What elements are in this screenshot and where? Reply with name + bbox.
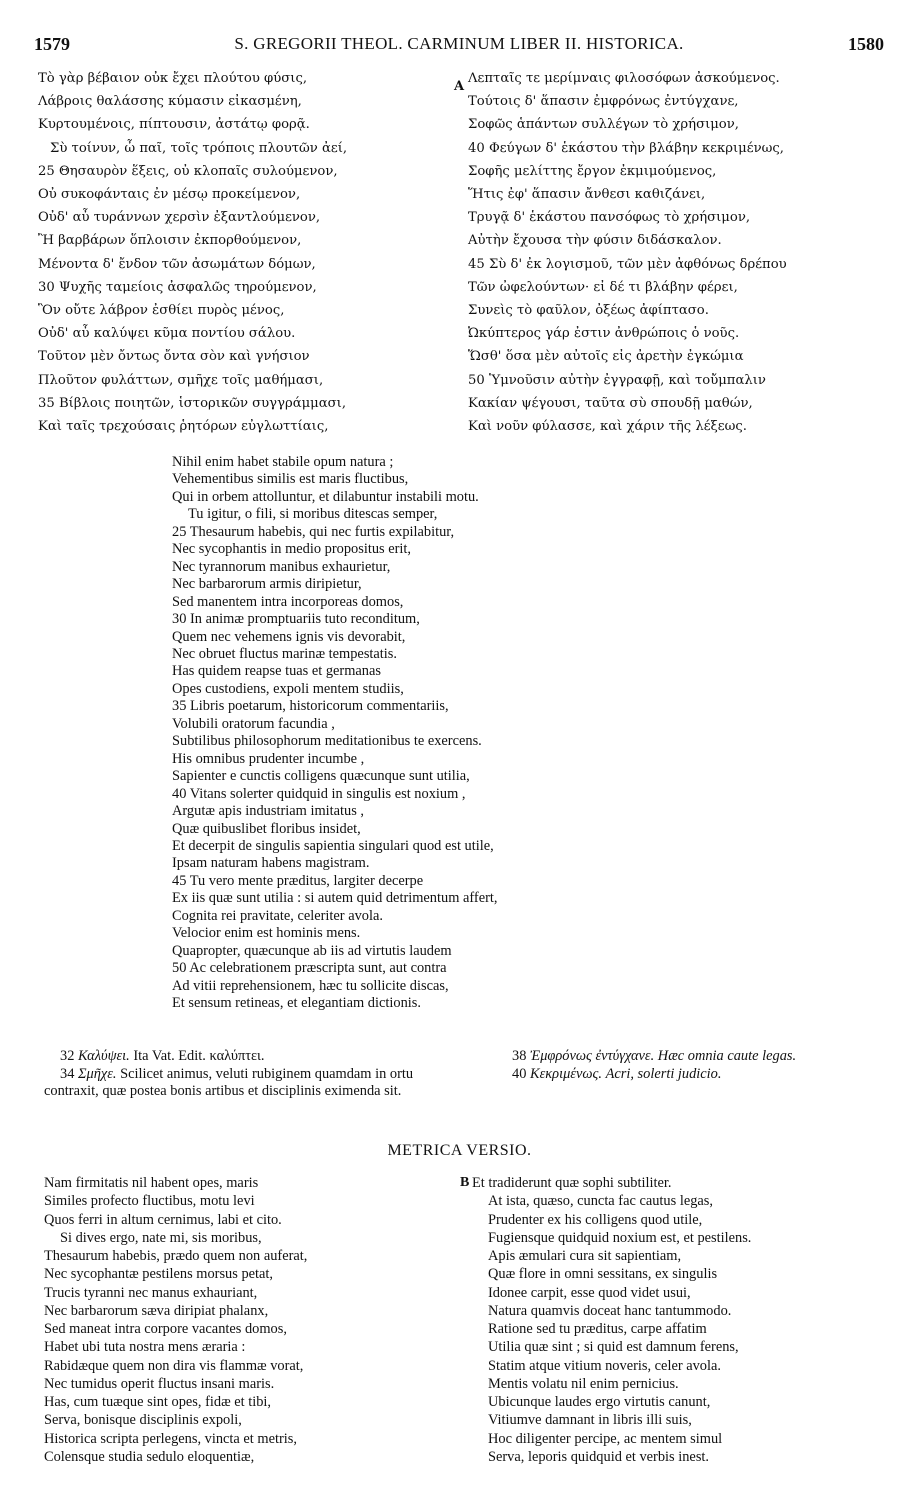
greek-column-left [38,67,458,438]
footnote [496,1048,856,1066]
running-title: S. GREGORII THEOL. CARMINUM LIBER II. HISTORICA. [234,34,684,53]
verse-line: 45 Σὺ δ' ἐκ λογισμοῦ, τῶν μὲν ἀφθόνως δρέπου [468,256,787,272]
verse-line: Ἥτις ἐφ' ἅπασιν ἄνθεσι καθιζάνει, [468,187,706,203]
verse-line: Τῶν ὠφελούντων· εἰ δέ τι βλάβην φέρει, [468,279,738,295]
verse-line: Similes profecto fluctibus, motu levi [44,1193,255,1210]
footnote [44,1048,449,1066]
verse-line: Vehementibus similis est maris fluctibus, [172,471,409,488]
verse-line: Rabidæque quem non dira vis flammæ vorat, [44,1357,304,1374]
verse-line: Nec sycophantis in medio propositus erit, [172,541,412,558]
footnote-lemma: Ἐμφρόνως ἐντύγχανε. [530,1048,655,1064]
verse-line: Utilia quæ sint ; si quid est damnum ferens, [488,1339,739,1356]
verse-line: Volubili oratorum facundia , [172,715,335,732]
verse-line: Quæ flore in omni sessitans, ex singulis [488,1266,718,1283]
verse-line: Λάβροις θαλάσσης κύμασιν εἰκασμένη, [38,94,302,110]
verse-line: At ista, quæso, cuncta fac cautus legas, [488,1193,713,1210]
verse-line: Ὥσθ' ὅσα μὲν αὐτοῖς εἰς ἀρετὴν ἐγκώμια [468,349,744,365]
footnote-lemma: Καλύψει. [78,1048,130,1064]
margin-letter-a: A [454,79,465,94]
verse-line: Nec barbarorum sæva diripiat phalanx, [44,1302,269,1319]
verse-line: Ad vitii reprehensionem, hæc tu sollicite discas, [172,977,449,994]
verse-line: Quæ quibuslibet floribus insidet, [172,820,361,837]
verse-line: 35 Βίβλοις ποιητῶν, ἱστορικῶν συγγράμμασι, [38,395,347,411]
verse-line: Μένοντα δ' ἔνδον τῶν ἀσωμάτων δόμων, [38,256,316,272]
verse-line: Et decerpit de singulis sapientia singulari quod est utile, [172,837,494,854]
verse-line: Ἢ βαρβάρων ὅπλοισιν ἐκπορθούμενον, [38,233,302,249]
verse-line: Τοῦτον μὲν ὄντως ὄντα σὸν καὶ γνήσιον [38,349,310,365]
verse-line: Nec tyrannorum manibus exhaurietur, [172,558,391,575]
verse-line: 40 Φεύγων δ' ἑκάστου τὴν βλάβην κεκριμένως, [468,140,784,156]
verse-line: 50 Ac celebrationem præscripta sunt, aut contra [172,960,447,977]
verse-line: Qui in orbem attolluntur, et dilabuntur instabili motu. [172,488,479,505]
verse-line: Πλοῦτον φυλάττων, σμῆχε τοῖς μαθήμασι, [38,372,324,388]
verse-line: Prudenter ex his colligens quod utile, [488,1211,703,1228]
verse-line: Nec tumidus operit fluctus insani maris. [44,1375,275,1392]
verse-line: Τρυγᾷ δ' ἑκάστου πανσόφως τὸ χρήσιμον, [468,210,751,226]
verse-line: Σοφῆς μελίττης ἔργον ἐκμιμούμενος, [468,163,717,179]
verse-line: Sed maneat intra corpore vacantes domos, [44,1321,287,1337]
verse-line: Nihil enim habet stabile opum natura ; [172,454,394,470]
verse-line: Λεπταῖς τε μερίμναις φιλοσόφων ἀσκούμενος. [468,71,780,86]
verse-line: Τὸ γὰρ βέβαιον οὐκ ἔχει πλούτου φύσις, [38,71,308,86]
footnote-number: 32 [60,1048,75,1064]
verse-line: Οὐδ' αὖ τυράννων χερσὶν ἐξαντλούμενον, [38,210,321,226]
verse-line: Opes custodiens, expoli mentem studiis, [172,680,404,697]
verse-line: Quapropter, quæcunque ab iis ad virtutis laudem [172,942,452,959]
section-title: METRICA VERSIO. [387,1142,532,1159]
footnote-lemma: Κεκριμένως. [530,1065,602,1082]
verse-line: Habet ubi tuta nostra mens æraria : [44,1339,246,1356]
metrica-column-right [472,1174,872,1466]
verse-line: Subtilibus philosophorum meditationibus te exercens. [172,733,482,750]
verse-line: Ex iis quæ sunt utilia : si autem quid detrimentum affert, [172,890,498,907]
footnotes-right [496,1048,856,1083]
footnote-number: 38 [512,1048,527,1064]
verse-line: 25 Θησαυρὸν ἕξεις, οὐ κλοπαῖς συλούμενον, [38,163,338,179]
verse-line: Mentis volatu nil enim pernicius. [488,1375,679,1392]
verse-line: Συνεὶς τὸ φαῦλον, ὀξέως ἀφίπτασο. [468,303,709,319]
footnote-text: Acri, solerti judicio. [601,1065,722,1082]
verse-line: Idonee carpit, esse quod videt usui, [488,1284,691,1301]
footnote [496,1066,856,1084]
verse-line: Sed manentem intra incorporeas domos, [172,593,404,610]
footnote-number: 34 [60,1065,75,1082]
verse-line: Et sensum retineas, et elegantiam dictionis. [172,995,421,1012]
verse-line: Quos ferri in altum cernimus, labi et cito. [44,1211,282,1228]
verse-line: Apis æmulari cura sit sapientiam, [488,1248,682,1264]
verse-line: Has, cum tuæque sint opes, fidæ et tibi, [44,1394,272,1410]
metrica-column-left [44,1174,444,1466]
verse-line: Natura quamvis doceat hanc tantummodo. [488,1302,732,1319]
verse-line: 30 Ψυχῆς ταμείοις ἀσφαλῶς τηρούμενον, [38,279,317,295]
footnote-lemma: Σμῆχε. [78,1065,117,1082]
verse-line: Velocior enim est hominis mens. [172,925,361,942]
verse-line: Nam firmitatis nil habent opes, maris [44,1175,259,1191]
verse-line: Has quidem reapse tuas et germanas [172,663,381,680]
verse-line: Ὠκύπτερος γάρ ἐστιν ἀνθρώποις ὁ νοῦς. [468,326,740,342]
verse-line: Historica scripta perlegens, vincta et metris, [44,1430,297,1447]
greek-column-right [468,67,888,438]
verse-line: Vitiumve damnant in libris illi suis, [488,1412,692,1429]
verse-line: Nec obruet fluctus marinæ tempestatis. [172,645,397,662]
verse-line: 40 Vitans solerter quidquid in singulis est noxium , [172,785,466,802]
footnote-number: 40 [512,1065,527,1082]
verse-line: Si dives ergo, nate mi, sis moribus, [60,1229,262,1246]
verse-line: Argutæ apis industriam imitatus , [172,803,365,820]
verse-line: Ipsam naturam habens magistram. [172,855,370,872]
verse-line: Thesaurum habebis, prædo quem non auferat, [44,1248,308,1264]
verse-line: Nec sycophantæ pestilens morsus petat, [44,1266,274,1283]
verse-line: 50 Ὑμνοῦσιν αὐτὴν ἐγγραφῇ, καὶ τοὔμπαλιν [468,372,766,388]
verse-line: Καὶ ταῖς τρεχούσαις ῥητόρων εὐγλωττίαις, [38,419,329,435]
verse-line: Serva, bonisque disciplinis expoli, [44,1412,242,1429]
verse-line: Et tradiderunt quæ sophi subtiliter. [472,1175,672,1191]
footnote-text: Ita Vat. Edit. καλύπτει. [129,1048,265,1064]
verse-line: Αὐτὴν ἔχουσα τὴν φύσιν διδάσκαλον. [468,233,722,249]
verse-line: Οὐ συκοφάνταις ἐν μέσῳ προκείμενον, [38,187,301,203]
verse-line: Σὺ τοίνυν, ὦ παῖ, τοῖς τρόποις πλουτῶν ἀεί, [50,140,348,156]
verse-line: Ratione sed tu præditus, carpe affatim [488,1321,707,1337]
verse-line: Ὃν οὔτε λάβρον ἐσθίει πυρὸς μένος, [38,303,285,319]
verse-line: Καὶ νοῦν φύλασσε, καὶ χάριν τῆς λέξεως. [468,419,747,435]
verse-line: Κυρτουμένοις, πίπτουσιν, ἀστάτῳ φορᾷ. [38,117,310,133]
verse-line: Τούτοις δ' ἅπασιν ἐμφρόνως ἐντύγχανε, [468,94,739,110]
verse-line: 30 In animæ promptuariis tuto reconditum, [172,611,420,628]
page-header [34,34,884,56]
verse-line: Ubicunque laudes ergo virtutis canunt, [488,1394,711,1410]
verse-line: Hoc diligenter percipe, ac mentem simul [488,1430,723,1447]
verse-line: Nec barbarorum armis diripietur, [172,576,362,593]
verse-line: Colensque studia sedulo eloquentiæ, [44,1448,255,1465]
verse-line: Cognita rei pravitate, celeriter avola. [172,907,383,924]
verse-line: Serva, leporis quidquid et verbis inest. [488,1448,710,1465]
page-number-right: 1580 [848,34,884,54]
verse-line: Tu igitur, o fili, si moribus ditescas semper, [188,506,438,523]
latin-translation [172,454,732,1013]
verse-line: Σοφῶς ἁπάντων συλλέγων τὸ χρήσιμον, [468,117,739,133]
verse-line: 45 Tu vero mente præditus, largiter decerpe [172,872,424,889]
footnote-text: Scilicet animus, veluti rubiginem quamdam in ortu contraxit, quæ postea bonis artibus et disciplinis eximenda sit. [44,1065,414,1099]
margin-letter-b: B [460,1175,470,1190]
footnote [44,1066,449,1101]
verse-line: Κακίαν ψέγουσι, ταῦτα σὺ σπουδῇ μαθών, [468,395,753,411]
verse-line: 25 Thesaurum habebis, qui nec furtis expilabitur, [172,523,455,540]
footnote-text: Hæc omnia caute legas. [654,1048,797,1064]
footnotes-left [44,1048,449,1101]
verse-line: 35 Libris poetarum, historicorum commentariis, [172,698,449,715]
verse-line: Οὐδ' αὖ καλύψει κῦμα ποντίου σάλου. [38,326,296,342]
verse-line: Fugiensque quidquid noxium est, et pestilens. [488,1229,752,1246]
verse-line: Sapienter e cunctis colligens quæcunque sunt utilia, [172,768,470,785]
verse-line: Statim atque vitium noveris, celer avola. [488,1357,721,1374]
page-number-left: 1579 [34,34,70,54]
verse-line: His omnibus prudenter incumbe , [172,750,365,767]
verse-line: Quem nec vehemens ignis vis devorabit, [172,628,406,645]
verse-line: Trucis tyranni nec manus exhauriant, [44,1284,258,1301]
